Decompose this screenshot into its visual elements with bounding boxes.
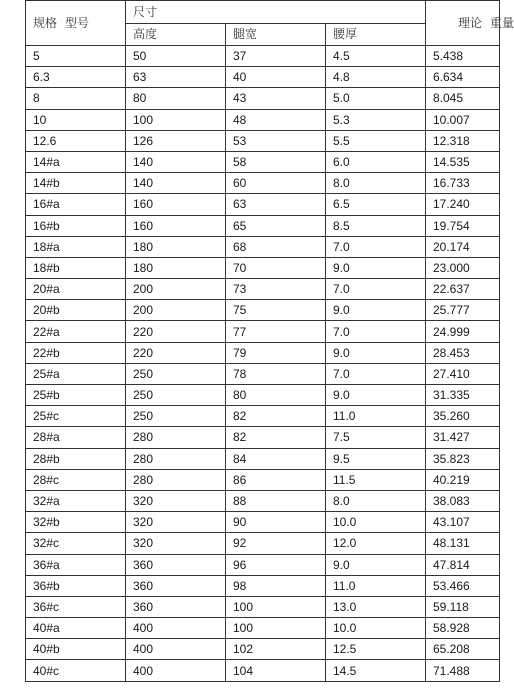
table-row	[26, 300, 500, 321]
waist-thickness-cell: 8.0	[326, 173, 426, 194]
waist-thickness-cell: 11.0	[326, 406, 426, 427]
height-cell: 250	[126, 385, 226, 406]
weight-cell: 16.733	[426, 173, 500, 194]
leg-width-cell: 63	[226, 194, 326, 215]
leg-width-cell: 100	[226, 618, 326, 639]
waist-thickness-cell: 7.0	[326, 279, 426, 300]
leg-width-cell: 58	[226, 151, 326, 172]
model-cell: 22#a	[26, 321, 126, 342]
table-row	[26, 575, 500, 596]
table-row	[26, 533, 500, 554]
height-cell: 220	[126, 342, 226, 363]
weight-cell: 19.754	[426, 215, 500, 236]
weight-cell: 25.777	[426, 300, 500, 321]
theory-weight-header	[426, 1, 514, 46]
leg-width-cell: 96	[226, 554, 326, 575]
waist-thickness-cell: 11.5	[326, 469, 426, 490]
model-cell: 28#b	[26, 448, 126, 469]
weight-cell: 40.219	[426, 469, 500, 490]
waist-thickness-cell: 9.0	[326, 342, 426, 363]
leg-width-cell: 40	[226, 67, 326, 88]
height-cell: 400	[126, 618, 226, 639]
waist-thickness-cell: 6.0	[326, 151, 426, 172]
table-row	[26, 639, 500, 660]
height-cell: 360	[126, 596, 226, 617]
weight-cell: 22.637	[426, 279, 500, 300]
table-row	[26, 321, 500, 342]
model-cell: 32#c	[26, 533, 126, 554]
height-cell: 360	[126, 554, 226, 575]
model-cell: 20#b	[26, 300, 126, 321]
waist-thickness-cell: 14.5	[326, 660, 426, 681]
height-cell: 280	[126, 469, 226, 490]
leg-width-cell: 88	[226, 490, 326, 511]
leg-width-cell: 102	[226, 639, 326, 660]
weight-cell: 71.488	[426, 660, 500, 681]
model-cell: 18#b	[26, 257, 126, 278]
leg-width-cell: 84	[226, 448, 326, 469]
weight-cell: 59.118	[426, 596, 500, 617]
waist-thickness-cell: 7.5	[326, 427, 426, 448]
leg-width-cell: 53	[226, 130, 326, 151]
leg-width-cell: 82	[226, 427, 326, 448]
leg-width-cell: 60	[226, 173, 326, 194]
waist-thickness-cell: 9.0	[326, 385, 426, 406]
leg-width-cell: 104	[226, 660, 326, 681]
weight-cell: 8.045	[426, 88, 500, 109]
table-row	[26, 385, 500, 406]
model-cell: 36#c	[26, 596, 126, 617]
weight-cell: 20.174	[426, 236, 500, 257]
weight-cell: 5.438	[426, 46, 500, 67]
weight-cell: 48.131	[426, 533, 500, 554]
height-cell: 100	[126, 109, 226, 130]
table-row	[26, 173, 500, 194]
waist-thickness-cell: 11.0	[326, 575, 426, 596]
table-row	[26, 279, 500, 300]
waist-thickness-cell: 7.0	[326, 363, 426, 384]
height-cell: 250	[126, 363, 226, 384]
waist-thickness-cell: 13.0	[326, 596, 426, 617]
leg-width-cell: 77	[226, 321, 326, 342]
table-row	[26, 130, 500, 151]
leg-width-cell: 43	[226, 88, 326, 109]
channel-steel-spec-table	[25, 0, 514, 682]
height-cell: 80	[126, 88, 226, 109]
leg-width-cell: 37	[226, 46, 326, 67]
leg-width-cell: 100	[226, 596, 326, 617]
table-row	[26, 660, 500, 681]
leg-width-cell: 68	[226, 236, 326, 257]
height-cell: 320	[126, 512, 226, 533]
spec-model-header	[26, 1, 126, 46]
leg-width-cell: 98	[226, 575, 326, 596]
table-row	[26, 618, 500, 639]
model-cell: 22#b	[26, 342, 126, 363]
model-cell: 16#a	[26, 194, 126, 215]
leg-width-cell: 75	[226, 300, 326, 321]
model-cell: 14#a	[26, 151, 126, 172]
model-cell: 28#c	[26, 469, 126, 490]
weight-cell: 35.823	[426, 448, 500, 469]
model-cell: 32#b	[26, 512, 126, 533]
weight-cell: 24.999	[426, 321, 500, 342]
table-row	[26, 236, 500, 257]
waist-thickness-cell: 9.5	[326, 448, 426, 469]
leg-width-cell: 79	[226, 342, 326, 363]
model-cell: 12.6	[26, 130, 126, 151]
waist-thickness-cell: 8.5	[326, 215, 426, 236]
leg-width-cell: 86	[226, 469, 326, 490]
model-cell: 36#a	[26, 554, 126, 575]
weight-label: 重量	[490, 16, 514, 30]
table-row	[26, 194, 500, 215]
table-row	[26, 448, 500, 469]
leg-width-cell: 65	[226, 215, 326, 236]
model-label: 型号	[65, 16, 90, 30]
waist-thickness-cell: 9.0	[326, 300, 426, 321]
table-header	[26, 1, 514, 46]
height-cell: 320	[126, 533, 226, 554]
table-row	[26, 88, 500, 109]
table-row	[26, 596, 500, 617]
model-cell: 18#a	[26, 236, 126, 257]
model-cell: 25#b	[26, 385, 126, 406]
table-row	[26, 554, 500, 575]
weight-cell: 38.083	[426, 490, 500, 511]
waist-thickness-cell: 5.0	[326, 88, 426, 109]
model-cell: 40#a	[26, 618, 126, 639]
waist-thickness-cell: 7.0	[326, 236, 426, 257]
table-row	[26, 469, 500, 490]
height-cell: 280	[126, 448, 226, 469]
leg-width-cell: 90	[226, 512, 326, 533]
waist-thickness-cell: 10.0	[326, 512, 426, 533]
height-cell: 160	[126, 194, 226, 215]
table-row	[26, 512, 500, 533]
table-row	[26, 363, 500, 384]
weight-cell: 10.007	[426, 109, 500, 130]
weight-cell: 28.453	[426, 342, 500, 363]
height-cell: 63	[126, 67, 226, 88]
table-row	[26, 257, 500, 278]
height-cell: 400	[126, 639, 226, 660]
waist-thickness-cell: 8.0	[326, 490, 426, 511]
waist-thickness-cell: 12.5	[326, 639, 426, 660]
table-row	[26, 46, 500, 67]
spec-label: 规格	[33, 16, 58, 30]
height-cell: 360	[126, 575, 226, 596]
leg-width-cell: 73	[226, 279, 326, 300]
table-body	[26, 46, 500, 682]
table-row	[26, 109, 500, 130]
weight-cell: 65.208	[426, 639, 500, 660]
height-cell: 400	[126, 660, 226, 681]
leg-width-header: 腿宽	[226, 24, 326, 46]
height-cell: 220	[126, 321, 226, 342]
weight-cell: 14.535	[426, 151, 500, 172]
waist-thickness-cell: 7.0	[326, 321, 426, 342]
height-cell: 180	[126, 257, 226, 278]
leg-width-cell: 80	[226, 385, 326, 406]
weight-cell: 47.814	[426, 554, 500, 575]
leg-width-cell: 92	[226, 533, 326, 554]
table-row	[26, 406, 500, 427]
waist-thickness-cell: 4.5	[326, 46, 426, 67]
height-cell: 126	[126, 130, 226, 151]
model-cell: 40#b	[26, 639, 126, 660]
weight-cell: 12.318	[426, 130, 500, 151]
waist-thickness-cell: 6.5	[326, 194, 426, 215]
leg-width-cell: 70	[226, 257, 326, 278]
model-cell: 14#b	[26, 173, 126, 194]
model-cell: 5	[26, 46, 126, 67]
leg-width-cell: 78	[226, 363, 326, 384]
height-cell: 180	[126, 236, 226, 257]
weight-cell: 6.634	[426, 67, 500, 88]
waist-thickness-cell: 5.3	[326, 109, 426, 130]
model-cell: 25#a	[26, 363, 126, 384]
weight-cell: 43.107	[426, 512, 500, 533]
height-cell: 200	[126, 300, 226, 321]
model-cell: 40#c	[26, 660, 126, 681]
height-cell: 250	[126, 406, 226, 427]
waist-thickness-header: 腰厚	[326, 24, 426, 46]
waist-thickness-cell: 10.0	[326, 618, 426, 639]
model-cell: 6.3	[26, 67, 126, 88]
table-row	[26, 342, 500, 363]
waist-thickness-cell: 5.5	[326, 130, 426, 151]
weight-cell: 58.928	[426, 618, 500, 639]
height-cell: 50	[126, 46, 226, 67]
table-row	[26, 215, 500, 236]
table-row	[26, 490, 500, 511]
height-header: 高度	[126, 24, 226, 46]
weight-cell: 17.240	[426, 194, 500, 215]
weight-cell: 23.000	[426, 257, 500, 278]
weight-cell: 31.427	[426, 427, 500, 448]
model-cell: 28#a	[26, 427, 126, 448]
model-cell: 36#b	[26, 575, 126, 596]
waist-thickness-cell: 12.0	[326, 533, 426, 554]
model-cell: 10	[26, 109, 126, 130]
height-cell: 160	[126, 215, 226, 236]
height-cell: 320	[126, 490, 226, 511]
model-cell: 32#a	[26, 490, 126, 511]
weight-cell: 53.466	[426, 575, 500, 596]
table-row	[26, 427, 500, 448]
theory-label: 理论	[458, 16, 483, 30]
table-row	[26, 151, 500, 172]
model-cell: 25#c	[26, 406, 126, 427]
table-row	[26, 67, 500, 88]
height-cell: 140	[126, 173, 226, 194]
model-cell: 8	[26, 88, 126, 109]
weight-cell: 35.260	[426, 406, 500, 427]
leg-width-cell: 48	[226, 109, 326, 130]
size-header: 尺寸	[126, 1, 426, 24]
weight-cell: 27.410	[426, 363, 500, 384]
height-cell: 280	[126, 427, 226, 448]
waist-thickness-cell: 4.8	[326, 67, 426, 88]
model-cell: 16#b	[26, 215, 126, 236]
model-cell: 20#a	[26, 279, 126, 300]
height-cell: 200	[126, 279, 226, 300]
leg-width-cell: 82	[226, 406, 326, 427]
height-cell: 140	[126, 151, 226, 172]
weight-cell: 31.335	[426, 385, 500, 406]
waist-thickness-cell: 9.0	[326, 257, 426, 278]
waist-thickness-cell: 9.0	[326, 554, 426, 575]
header-row-1	[26, 1, 500, 24]
